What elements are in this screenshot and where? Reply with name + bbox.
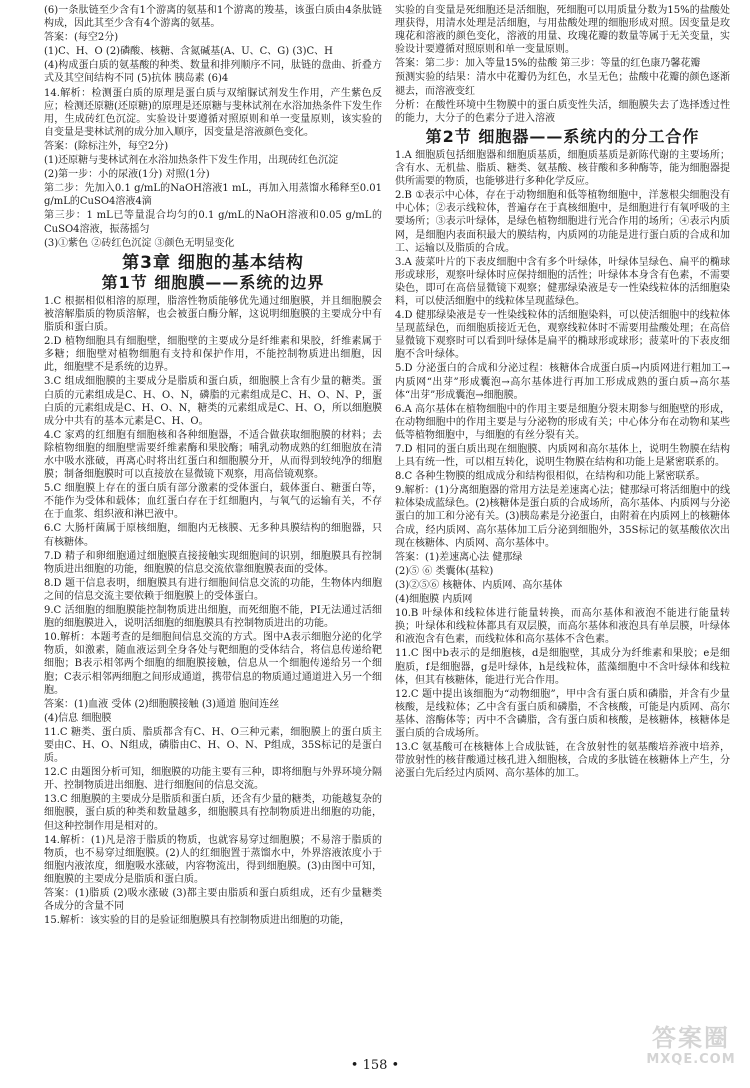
answer-item: 10.解析：本题考查的是细胞间信息交流的方式。图中A表示细胞分泌的化学物质，如激素，随血液运到全身各处与靶细胞的受体结合，将信息传递给靶细胞；B表示相邻两个细胞的细胞膜接触，信息从一个细胞传递给另一个细胞；C表示相邻两细胞之间形成通道，携带信息的物质通过通道进入另一个细胞。 (44, 632, 382, 696)
answer-item: 6.C 大肠杆菌属于原核细胞，细胞内无核膜、无多种具膜结构的细胞器，只有核糖体。 (44, 523, 382, 548)
answer-item: 13.C 细胞膜的主要成分是脂质和蛋白质，还含有少量的糖类，功能越复杂的细胞膜，蛋白质的种类和数量越多，细胞膜具有控制物质进出细胞的功能，但这种控制作用是相对的。 (44, 794, 382, 832)
answer-item: (4)信息 细胞膜 (44, 712, 112, 724)
answer-item: 12.C 由题图分析可知，细胞膜的功能主要有三种，即将细胞与外界环境分隔开、控制物质进出细胞、进行细胞间的信息交流。 (44, 767, 382, 792)
answer-item: 7.D 相同的蛋白质出现在细胞膜、内质网和高尔基体上，说明生物膜在结构上具有统一性，可以相互转化，说明生物膜在结构和功能上是紧密联系的。 (395, 444, 730, 469)
answer-item: 13.C 氨基酸可在核糖体上合成肽链，在含放射性的氨基酸培养液中培养，带放射性的核苷酸通过核孔进入细胞核，合成的多肽链在核糖体上产生，分泌蛋白先后经过内质网、高尔基体的加工。 (395, 742, 730, 780)
chapter-title: 第3章 细胞的基本结构 (122, 252, 304, 273)
answer-item: 9.C 活细胞的细胞膜能控制物质进出细胞，而死细胞不能，PI无法通过活细胞的细胞膜进入，说明活细胞的细胞膜具有控制物质进出的功能。 (44, 605, 382, 630)
answer-paragraph: (6)一条肽链至少含有1个游离的氨基和1个游离的羧基，该蛋白质由4条肽链构成，因此其至少含有4个游离的氨基。 (44, 5, 382, 30)
answer-item: 5.D 分泌蛋白的合成和分泌过程：核糖体合成蛋白质→内质网进行粗加工→内质网“出芽”形成囊泡→高尔基体进行再加工形成成熟的蛋白质→高尔基体“出芽”形成囊泡→细胞膜。 (395, 363, 730, 401)
section-1-items (44, 295, 382, 927)
answer-item: 8.D 题干信息表明，细胞膜具有进行细胞间信息交流的功能，生物体内细胞之间的信息交流主要依赖于细胞膜上的受体蛋白。 (44, 577, 382, 602)
answer-item: 5.C 细胞膜上存在的蛋白质有部分激素的受体蛋白，载体蛋白、糖蛋白等，不能作为受体和载体；血红蛋白存在于红细胞内，与氧气的运输有关，不存在于血浆、组织液和淋巴液中。 (44, 483, 382, 521)
answer-item: 6.A 高尔基体在植物细胞中的作用主要是细胞分裂末期参与细胞壁的形成，在动物细胞中的作用主要是与分泌物的形成有关；中心体分布在动物和某些低等植物细胞中，与细胞的有丝分裂有关。 (395, 403, 730, 441)
answer-paragraph: (1)还原糖与斐林试剂在水浴加热条件下发生作用，出现砖红色沉淀 (44, 155, 339, 167)
answer-item: (4)细胞膜 内质网 (395, 594, 473, 606)
answer-item: 9.解析：(1)分离细胞器的常用方法是差速离心法；健那绿可将活细胞中的线粒体染成蓝绿色。(2)核糖体是蛋白质的合成场所，高尔基体、内质网与分泌蛋白的加工和分泌有关。(3)胰岛素是分泌蛋白，由附着在内质网上的核糖体合成，经内质网、高尔基体加工后分泌到细胞外，35S标记的氨基酸依次出现在核糖体、内质网、高尔基体中。 (395, 485, 730, 549)
watermark-logo (636, 1024, 746, 1084)
answer-paragraph: (3)①紫色 ②砖红色沉淀 ③颜色无明显变化 (44, 237, 235, 249)
answer-paragraph: 14.解析：检测蛋白质的原理是蛋白质与双缩脲试剂发生作用，产生紫色反应；检测还原糖(还原糖)的原理是还原糖与斐林试剂在水浴加热条件下发生作用，生成砖红色沉淀。实验设计要遵循对照原则和单一变量原则，该实验的自变量是斐林试剂的成分加入顺序，因变量是溶液颜色变化。 (44, 87, 382, 138)
section-2-items (395, 149, 730, 780)
answer-item: 15.解析：该实验的目的是验证细胞膜具有控制物质进出细胞的功能， (44, 915, 350, 927)
answer-paragraph: 第二步：先加入0.1 g/mL的NaOH溶液1 mL，再加入用蒸馏水稀释至0.01 g/mL的CuSO4溶液4滴 (44, 183, 382, 208)
watermark-line-1: 答案圈 (652, 1024, 730, 1052)
answer-paragraph: (1)C、H、O (2)磷酸、核糖、含氮碱基(A、U、C、G) (3)C、H (44, 46, 333, 58)
left-column (44, 4, 382, 928)
answer-item: 2.D 植物细胞具有细胞壁，细胞壁的主要成分是纤维素和果胶，纤维素属于多糖；细胞壁对植物细胞有支持和保护作用，不能控制物质进出细胞，因此，细胞壁不是系统的边界。 (44, 336, 382, 374)
answer-item: 1.A 细胞质包括细胞器和细胞质基质，细胞质基质是新陈代谢的主要场所；含有水、无机盐、脂质、糖类、氨基酸、核苷酸和多种酶等，能为细胞器提供所需要的物质，也能够进行多种化学反应。 (395, 149, 730, 188)
answer-item: 答案：(1)差速离心法 健那绿 (395, 551, 523, 563)
answer-item: 3.A 菠菜叶片的下表皮细胞中含有多个叶绿体，叶绿体呈绿色、扁平的椭球形或球形，观察叶绿体时应保持细胞的活性；叶绿体本身含有色素，不需要染色，即可在高倍显微镜下观察；健那绿染液是专一性染线粒体的活细胞染料，可以使活细胞中的线粒体呈现蓝绿色。 (395, 256, 730, 307)
answer-paragraph: (4)构成蛋白质的氨基酸的种类、数量和排列顺序不同，肽链的盘曲、折叠方式及其空间结构不同 (5)抗体 胰岛素 (6)4 (44, 60, 382, 85)
answer-item: 10.B 叶绿体和线粒体进行能量转换，而高尔基体和液泡不能进行能量转换；叶绿体和线粒体都具有双层膜，而高尔基体和液泡具有单层膜，叶绿体和液泡含有色素，而线粒体和高尔基体不含色素。 (395, 608, 730, 646)
answer-paragraph: 第三步：1 mL已等量混合均匀的0.1 g/mL的NaOH溶液和0.05 g/mL的CuSO4溶液，振荡摇匀 (44, 210, 382, 235)
answer-item: 11.C 图中b表示的是细胞核，d是细胞壁，其成分为纤维素和果胶；e是细胞质，f是细胞器，g是叶绿体，h是线粒体，蓝藻细胞中不含叶绿体和线粒体，但其有核糖体，能进行光合作用。 (395, 648, 730, 686)
right-column (395, 4, 730, 781)
answer-paragraph: 答案：(除标注外，每空2分) (44, 140, 169, 152)
answer-item: 4.C 家鸡的红细胞有细胞核和各种细胞器，不适合做获取细胞膜的材料；去除植物细胞的细胞壁需要纤维素酶和果胶酶；哺乳动物成熟的红细胞放在清水中吸水涨破，再离心时将出红蛋白和细胞膜分开，从而得到较纯净的细胞膜；制备细胞膜时可以直接放在显微镜下观察，用高倍镜观察。 (44, 429, 382, 481)
answer-paragraph: 答案：第二步：加入等量15%的盐酸 第三步：等量的红色康乃馨花瓣 (395, 58, 701, 70)
answer-paragraph: 实验的自变量是死细胞还是活细胞，死细胞可以用质量分数为15%的盐酸处理获得，用清水处理是活细胞，与用盐酸处理的细胞形成对照。因变量是玫瑰花和溶液的颜色变化，溶液的用量、玫瑰花瓣的数量等属于无关变量，实验设计要遵循对照原则和单一变量原则。 (395, 5, 730, 56)
section-2-title: 第2节 细胞器——系统内的分工合作 (425, 126, 700, 146)
answer-item: 12.C 题中提出该细胞为“动物细胞”，甲中含有蛋白质和磷脂，并含有少量核酸，是线粒体；乙中含有蛋白质和磷脂，不含核酸，可能是内质网、高尔基体、溶酶体等；丙中不含磷脂，含有蛋白质和核酸，是核糖体，核糖体是蛋白质的合成场所。 (395, 688, 730, 739)
answer-paragraph: (2)第一步：小的尿液(1分) 对照(1分) (44, 169, 210, 181)
answer-item: 答案：(1)脂质 (2)吸水涨破 (3)都主要由脂质和蛋白质组成，还有少量糖类 各成分的含量不同 (44, 888, 382, 913)
answer-paragraph: 答案：(每空2分) (44, 32, 119, 44)
answer-item: 8.C 各种生物膜的组成成分和结构很相似，在结构和功能上紧密联系。 (395, 471, 706, 483)
answer-item: 11.C 糖类、蛋白质、脂质都含有C、H、O三种元素，细胞膜上的蛋白质主要由C、H、O、N组成，磷脂由C、H、O、N、P组成，35S标记的是蛋白质。 (44, 726, 382, 765)
page-number: • 158 • (350, 1058, 400, 1073)
section-1-title: 第1节 细胞膜——系统的边界 (101, 272, 325, 292)
right-top-block (395, 4, 730, 125)
answer-item: 1.C 根据相似相溶的原理，脂溶性物质能够优先通过细胞膜，并且细胞膜会被溶解脂质的物质溶解，也会被蛋白酶分解，这说明细胞膜的主要成分中有脂质和蛋白质。 (44, 295, 382, 334)
answer-item: (3)②⑤⑥ 核糖体、内质网、高尔基体 (395, 579, 563, 591)
left-top-block (44, 4, 382, 250)
watermark-line-2: MXQE.COM (646, 1052, 736, 1067)
answer-paragraph: 分析：在酸性环境中生物膜中的蛋白质变性失活，细胞膜失去了选择透过性的能力，大分子的色素分子进入溶液 (395, 99, 730, 124)
answer-item: (2)⑤ ⑥ 类囊体(基粒) (395, 565, 494, 577)
answer-item: 答案：(1)血液 受体 (2)细胞膜接触 (3)通道 胞间连丝 (44, 698, 280, 710)
answer-item: 4.D 健那绿染液是专一性染线粒体的活细胞染料，可以使活细胞中的线粒体呈现蓝绿色，而细胞质接近无色，观察线粒体时不需要用盐酸处理；在高倍显微镜下观察时可以看到叶绿体是扁平的椭球形或球形；菠菜叶的下表皮细胞不含叶绿体。 (395, 310, 730, 361)
answer-paragraph: 预测实验的结果：清水中花瓣仍为红色，水呈无色；盐酸中花瓣的颜色逐渐褪去，而溶液变红 (395, 72, 730, 97)
answer-item: 14.解析：(1)凡是溶于脂质的物质，也就容易穿过细胞膜；不易溶于脂质的物质，也不易穿过细胞膜。(2)人的红细胞置于蒸馏水中，外界溶液浓度小于细胞内液浓度，细胞吸水涨破，内容物流出，得到细胞膜。(3)由图中可知，细胞膜的主要成分是脂质和蛋白质。 (44, 834, 382, 885)
answer-item: 2.B ①表示中心体，存在于动物细胞和低等植物细胞中，洋葱根尖细胞没有中心体；②表示线粒体，普遍存在于真核细胞中，是细胞进行有氧呼吸的主要场所；③表示叶绿体，是绿色植物细胞进行光合作用的场所；④表示内质网，是细胞内表面积最大的膜结构，内质网的功能是进行蛋白质的合成和加工、运输以及脂质的合成。 (395, 190, 730, 254)
answer-item: 3.C 组成细胞膜的主要成分是脂质和蛋白质，细胞膜上含有少量的糖类。蛋白质的元素组成是C、H、O、N，磷脂的元素组成是C、H、O、N、P，蛋白质的元素组成是C、H、O、N，糖类的元素组成是C、H、O，所以细胞膜成分中共有的基本元素是C、H、O。 (44, 376, 382, 427)
answer-item: 7.D 精子和卵细胞通过细胞膜直接接触实现细胞间的识别，细胞膜具有控制物质进出细胞的功能，细胞膜的信息交流依靠细胞膜表面的受体。 (44, 550, 382, 575)
